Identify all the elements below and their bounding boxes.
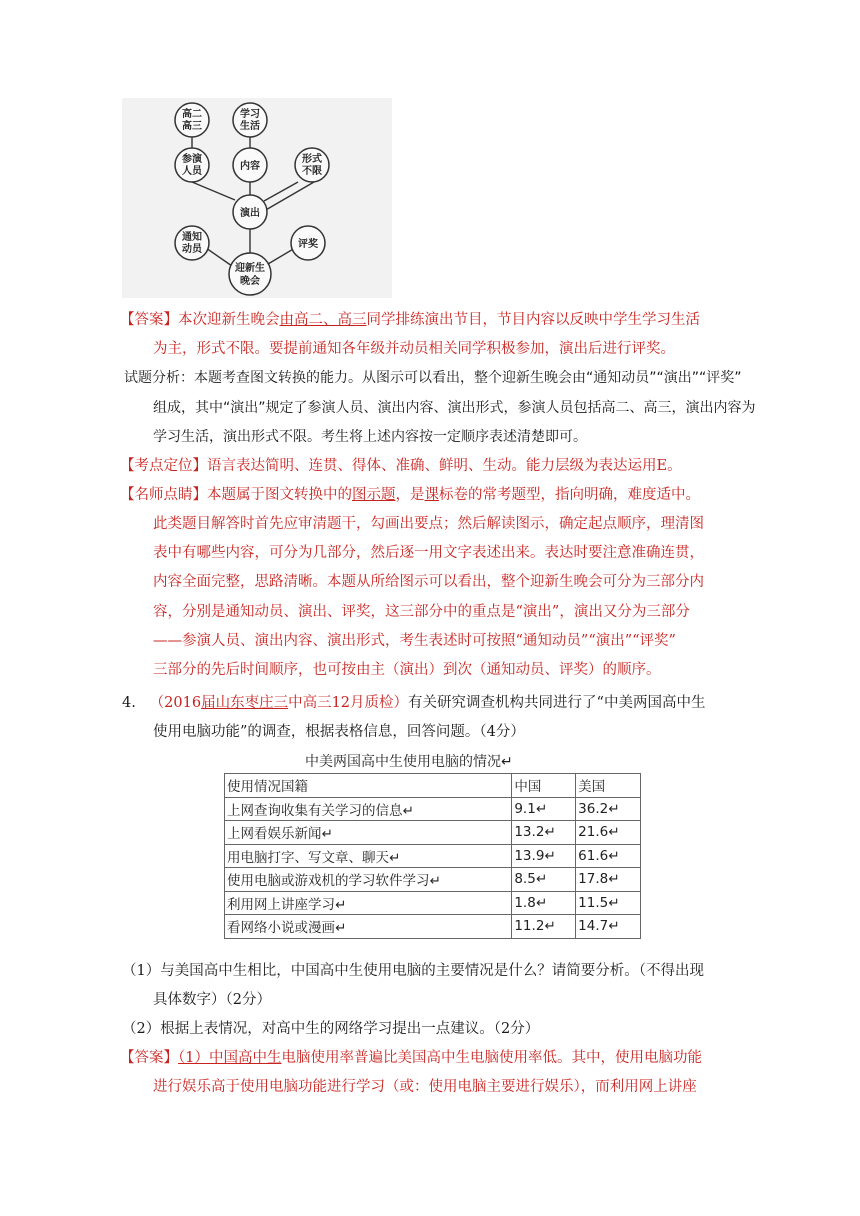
table-cell: 用电脑打字、写文章、聊天↵ <box>225 844 512 868</box>
answer-1-pre: 本次迎新生晚会 <box>178 312 280 328</box>
answer-2-underlined: （1）中国高中生 <box>178 1050 282 1066</box>
table-cell: 17.8↵ <box>576 868 641 892</box>
node-yingxin <box>229 253 271 295</box>
mingshi-line-7: 三部分的先后时间顺序，也可按由主（演出）到次（通知动员、评奖）的顺序。 <box>153 662 661 678</box>
label-xingshi-2: 不限 <box>302 166 322 177</box>
label-xingshi-1: 形式 <box>302 154 322 165</box>
question-source-rest: 中高三12月质检） <box>288 695 409 711</box>
table-cell: 36.2↵ <box>576 797 641 821</box>
header-cell: 使用情况国籍 <box>225 774 512 798</box>
table-row <box>225 915 641 939</box>
question-text: 有关研究调查机构共同进行了“中美两国高中生 <box>408 695 706 711</box>
label-gaoer-2: 高三 <box>182 121 202 132</box>
table-row <box>225 821 641 845</box>
table-cell: 使用电脑或游戏机的学习软件学习↵ <box>225 868 512 892</box>
table-row <box>225 797 641 821</box>
label-canyan-1: 参演 <box>182 154 202 165</box>
subq-1-line-1: （1）与美国高中生相比，中国高中生使用电脑的主要情况是什么？请简要分析。（不得出现 <box>122 963 704 979</box>
mingshi-line-2: 此类题目解答时首先应审清题干，勾画出要点；然后解读图示，确定起点顺序，理清图 <box>153 516 704 532</box>
mingshi-line-5: 容，分别是通知动员、演出、评奖，这三部分中的重点是“演出”，演出又分为三部分 <box>153 604 690 620</box>
question-source-open: （2016 <box>149 695 202 711</box>
table-cell: 13.2↵ <box>512 821 576 845</box>
mingshi-tag: 【名师点睛】 <box>120 487 207 503</box>
table-cell: 11.5↵ <box>576 891 641 915</box>
answer-tag: 【答案】 <box>120 312 178 328</box>
table-cell: 61.6↵ <box>576 844 641 868</box>
header-cell: 美国 <box>576 774 641 798</box>
table-cell: 9.1↵ <box>512 797 576 821</box>
mingshi-pre: 本题属于图文转换中的 <box>207 487 352 503</box>
answer-1-post: 同学排练演出节目，节目内容以反映中学生学习生活 <box>366 312 700 328</box>
mingshi-u2: 课 <box>424 487 439 503</box>
label-xuexi-1: 学习 <box>240 109 260 120</box>
mingshi-line-6: ——参演人员、演出内容、演出形式，考生表述时可按照“通知动员”“演出”“评奖” <box>153 633 676 649</box>
mingshi-line-3: 表中有哪些内容，可分为几部分，然后逐一用文字表述出来。表达时要注意准确连贯， <box>153 545 704 561</box>
table-cell: 21.6↵ <box>576 821 641 845</box>
table-cell: 上网看娱乐新闻↵ <box>225 821 512 845</box>
kaodian-text: 语言表达简明、连贯、得体、准确、鲜明、生动。能力层级为表达运用E。 <box>207 458 682 474</box>
subq-2-line: （2）根据上表情况，对高中生的网络学习提出一点建议。（2分） <box>122 1021 540 1037</box>
table-row <box>225 891 641 915</box>
question-number: 4. <box>122 695 136 711</box>
question-source-underlined: 届山东枣庄三 <box>201 695 289 711</box>
subq-1-line-2: 具体数字）（2分） <box>153 992 271 1008</box>
table-title: 中美两国高中生使用电脑的情况↵ <box>305 754 513 770</box>
table-cell: 8.5↵ <box>512 868 576 892</box>
table-cell: 看网络小说或漫画↵ <box>225 915 512 939</box>
answer-2-line-1 <box>120 1048 702 1068</box>
label-pingjiang: 评奖 <box>298 239 318 250</box>
answer-2-tag: 【答案】 <box>120 1050 178 1066</box>
label-xuexi-2: 生活 <box>240 121 260 132</box>
table-cell: 上网查询收集有关学习的信息↵ <box>225 797 512 821</box>
answer-1-line-2: 为主，形式不限。要提前通知各年级并动员相关同学积极参加，演出后进行评奖。 <box>153 341 675 357</box>
diagram-svg <box>122 98 392 298</box>
label-tongzhi-1: 通知 <box>182 232 202 243</box>
kaodian-line <box>120 456 682 476</box>
survey-table <box>224 773 641 939</box>
table-header-row <box>225 774 641 798</box>
answer-2-post: 电脑使用率普遍比美国高中生电脑使用率低。其中，使用电脑功能 <box>281 1050 702 1066</box>
table-cell: 14.7↵ <box>576 915 641 939</box>
question-4-line-1 <box>122 693 705 713</box>
label-yanchu: 演出 <box>240 208 260 219</box>
table-cell: 11.2↵ <box>512 915 576 939</box>
question-4-line-2: 使用电脑功能”的调查，根据表格信息，回答问题。（4分） <box>153 724 525 740</box>
mingshi-u1: 图示题 <box>352 487 396 503</box>
table-row <box>225 844 641 868</box>
label-yingxin-1: 迎新生 <box>235 263 265 274</box>
answer-1-underlined: 由高二、高三 <box>279 312 367 328</box>
label-canyan-2: 人员 <box>182 166 202 177</box>
mingshi-mid: ，是 <box>395 487 425 503</box>
analysis-line-2: 组成，其中“演出”规定了参演人员、演出内容、演出形式，参演人员包括高二、高三，演出内容为 <box>153 400 756 416</box>
concept-diagram <box>122 98 392 298</box>
analysis-line-1: 试题分析：本题考查图文转换的能力。从图示可以看出，整个迎新生晚会由“通知动员”“演出”“评奖” <box>124 370 742 386</box>
answer-2-line-2: 进行娱乐高于使用电脑功能进行学习（或：使用电脑主要进行娱乐），而利用网上讲座 <box>153 1079 697 1095</box>
header-cell: 中国 <box>512 774 576 798</box>
answer-1-line-1 <box>120 310 700 330</box>
label-gaoer-1: 高二 <box>182 109 202 120</box>
label-yingxin-2: 晚会 <box>240 276 260 287</box>
mingshi-line-4: 内容全面完整，思路清晰。本题从所给图示可以看出，整个迎新生晚会可分为三部分内 <box>153 574 704 590</box>
mingshi-post: 标卷的常考题型，指向明确，难度适中。 <box>439 487 700 503</box>
table-cell: 13.9↵ <box>512 844 576 868</box>
kaodian-tag: 【考点定位】 <box>120 458 207 474</box>
label-tongzhi-2: 动员 <box>182 244 202 255</box>
mingshi-line-1 <box>120 485 700 505</box>
analysis-line-3: 学习生活，演出形式不限。考生将上述内容按一定顺序表述清楚即可。 <box>153 429 587 445</box>
label-neirong: 内容 <box>240 161 260 172</box>
table-cell: 1.8↵ <box>512 891 576 915</box>
table-cell: 利用网上讲座学习↵ <box>225 891 512 915</box>
table-row <box>225 868 641 892</box>
